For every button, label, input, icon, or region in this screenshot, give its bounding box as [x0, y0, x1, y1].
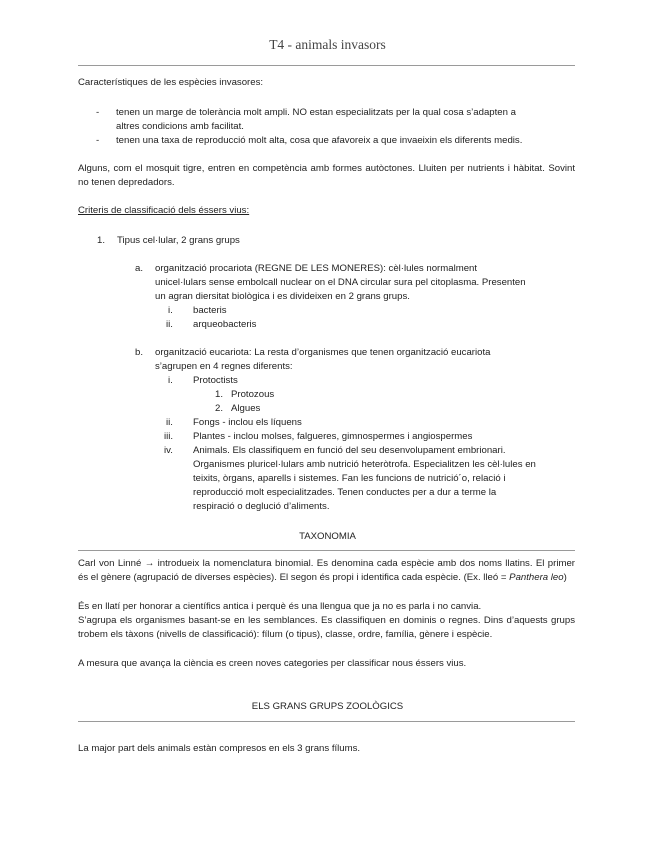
prokaryote-text: un agran diersitat biològica i es divideixen en 2 grans grups.: [155, 291, 410, 302]
list-marker: 2.: [215, 403, 224, 414]
criteria-item: Tipus cel·lular, 2 grans grups: [117, 235, 240, 246]
characteristics-heading: Característiques de les espècies invasores:: [78, 77, 264, 88]
zoological-divider: [78, 721, 575, 722]
bullet-text: tenen una taxa de reproducció molt alta, cosa que afavoreix a que invaeixin els diferents medis.: [116, 135, 523, 146]
bullet-marker: -: [96, 107, 100, 118]
list-item: Algues: [231, 403, 261, 414]
animals-text: Organismes pluricel·lulars amb nutrició heteròtrofa. Especialitzen les cèl·lules en: [193, 459, 536, 470]
list-item: Protoctists: [193, 375, 238, 386]
document-title: T4 - animals invasors: [269, 37, 386, 52]
prokaryote-text: organització procariota (REGNE DE LES MONERES): cèl·lules normalment: [155, 263, 478, 274]
list-marker: 1.: [97, 235, 106, 246]
list-item: Plantes - inclou molses, falgueres, gimnospermes i angiospermes: [193, 431, 473, 442]
species-name: Panthera leo: [509, 572, 564, 584]
list-item: bacteris: [193, 305, 227, 316]
eukaryote-text: s’agrupen en 4 regnes diferents:: [155, 361, 293, 372]
list-marker: ii.: [166, 319, 173, 330]
list-item: Animals. Els classifiquem en funció del seu desenvolupament embrionari.: [193, 445, 506, 456]
invasive-paragraph: Alguns, com el mosquit tigre, entren en competència amb formes autòctones. Lluiten per nutrients i hàbitat. Sovint no tenen depredadors.: [78, 163, 575, 189]
list-marker: 1.: [215, 389, 224, 400]
animals-text: respiració o deglució d’aliments.: [193, 501, 330, 512]
taxonomy-text: ): [563, 572, 567, 584]
list-item: Fongs - inclou els líquens: [193, 417, 302, 428]
taxonomy-paragraph: A mesura que avança la ciència es creen noves categories per classificar nous éssers vius.: [78, 658, 467, 669]
prokaryote-text: unicel·lulars sense embolcall nuclear on el DNA circular sura pel citoplasma. Presenten: [155, 277, 526, 288]
list-marker: b.: [135, 347, 144, 358]
list-marker: i.: [168, 305, 173, 316]
taxonomy-paragraph: És en llatí per honorar a científics antica i perquè és una llengua que ja no es parla i no canvia.: [78, 601, 482, 612]
zoological-paragraph: La major part dels animals estàn compresos en els 3 grans fílums.: [78, 743, 361, 754]
zoological-heading: ELS GRANS GRUPS ZOOLÒGICS: [251, 701, 404, 712]
criteria-heading: Criteris de classificació dels éssers vius:: [78, 205, 250, 216]
animals-text: reproducció molt especialitzades. Tenen conductes per a dur a terme la: [193, 487, 497, 498]
list-marker: iii.: [164, 431, 174, 442]
taxonomy-divider: [78, 550, 575, 551]
bullet-marker: -: [96, 135, 100, 146]
animals-text: teixits, òrgans, aparells i sistemes. Fan les funcions de nutrició´o, relació i: [193, 473, 506, 484]
title-divider: [78, 65, 575, 66]
eukaryote-text: organització eucariota: La resta d’organismes que tenen organització eucariota: [155, 347, 491, 358]
taxonomy-paragraph: S’agrupa els organismes basant-se en les semblances. Es classifiquen en dominis o regnes. Dins d’aquests grups trobem els tàxons (nivells de classificació): fílum (o tipus), classe, ordre, família, gènere i espècie.: [78, 615, 575, 641]
list-marker: ii.: [166, 417, 173, 428]
taxonomy-paragraph: [78, 557, 575, 586]
bullet-text-cont: altres condicions amb facilitat.: [116, 121, 244, 132]
list-item: Protozous: [231, 389, 275, 400]
taxonomy-heading: TAXONOMIA: [299, 531, 356, 542]
list-item: arqueobacteris: [193, 319, 257, 330]
taxonomy-text: Carl von Linné → introdueix la nomenclatura binomial. Es denomina cada espècie amb dos noms llatins. El primer és el gènere (agrupació de diverses espècies). El segon és propi i identifica cada espècie. (Ex. lleó =: [78, 558, 575, 584]
list-marker: a.: [135, 263, 144, 274]
list-marker: i.: [168, 375, 173, 386]
bullet-text: tenen un marge de tolerància molt ampli. NO estan especialitzats per la qual cosa s’adapten a: [116, 107, 516, 118]
list-marker: iv.: [164, 445, 173, 456]
